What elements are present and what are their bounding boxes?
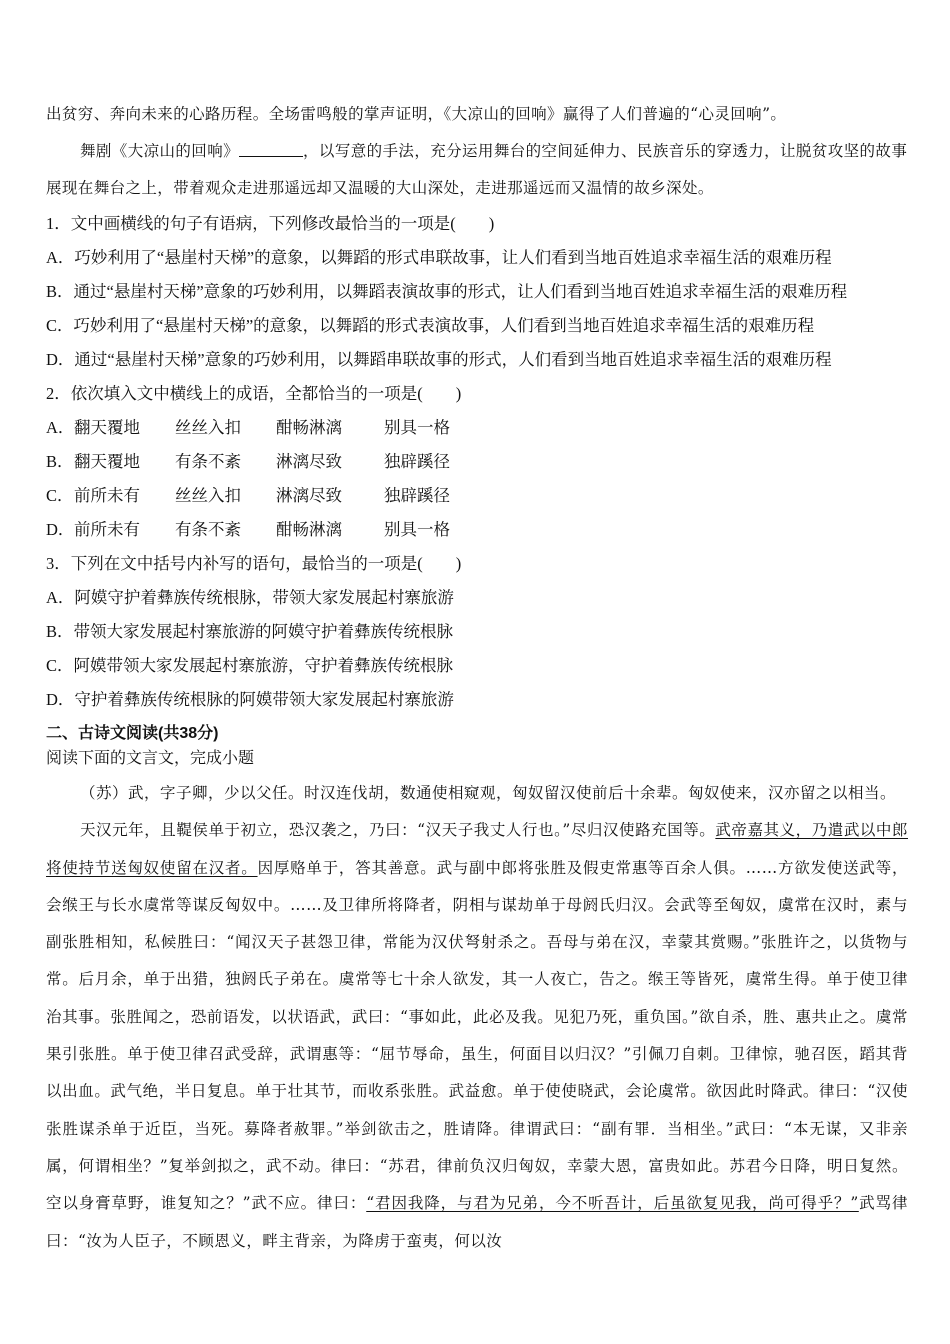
question-2-option-a [46, 411, 908, 445]
option-label: C． [46, 486, 74, 505]
option-word: 酣畅淋漓 [276, 520, 342, 539]
option-label: A． [46, 418, 75, 437]
question-2 [46, 377, 908, 547]
passage-text: 武骂律曰：“汝为人臣子，不顾恩义，畔主背亲，为降虏于蛮夷，何以汝 [46, 1194, 908, 1250]
option-word: 有条不紊 [175, 452, 241, 471]
passage-text: 因厚赂单于，答其善意。武与副中郎将张胜及假吏常惠等百余人俱。……方欲发使送武等，会缑王与长水虞常等谋反匈奴中。……及卫律所将降者，阴相与谋劫单于母阏氏归汉。会武等至匈奴，虞常在汉时，素与副张胜相知，私候胜曰：“闻汉天子甚怨卫律，常能为汉伏弩射杀之。吾母与弟在汉，幸蒙其赏赐。”张胜许之，以货物与常。后月余，单于出猎，独阏氏子弟在。虞常等七十余人欲发，其一人夜亡，告之。缑王等皆死，虞常生得。单于使卫律治其事。张胜闻之，恐前语发，以状语武，武曰：“事如此，此必及我。见犯乃死，重负国。”欲自杀，胜、惠共止之。虞常果引张胜。单于使卫律召武受辞，武谓惠等：“屈节辱命，虽生，何面目以归汉？”引佩刀自刺。卫律惊，驰召医，蹈其背以出血。武气绝，半日复息。单于壮其节，而收系张胜。武益愈。单于使使晓武，会论虞常。欲因此时降武。律曰：“汉使张胜谋杀单于近臣，当死。募降者赦罪。”举剑欲击之，胜请降。律谓武曰：“副有罪．当相坐。”武曰：“本无谋，又非亲属，何谓相坐？”复举剑拟之，武不动。律曰：“苏君，律前负汉归匈奴，幸蒙大恩，富贵如此。苏君今日降，明日复然。空以身膏草野，谁复知之？”武不应。律曰： [46, 858, 908, 1213]
question-1-option-c: C．巧妙利用了“悬崖村天梯”的意象，以舞蹈的形式表演故事，人们看到当地百姓追求幸福生活的艰难历程 [46, 316, 815, 335]
question-2-option-d [46, 513, 908, 547]
intro-paragraph [46, 133, 908, 207]
question-1 [46, 207, 908, 377]
option-word: 翻天覆地 [74, 452, 140, 471]
option-word: 翻天覆地 [74, 418, 140, 437]
passage-paragraph-2 [46, 812, 908, 1260]
option-word: 别具一格 [384, 418, 450, 437]
question-3-option-a: A．阿嫫守护着彝族传统根脉，带领大家发展起村寨旅游 [46, 588, 454, 607]
option-word: 前所未有 [74, 520, 140, 539]
question-1-option-d: D．通过“悬崖村天梯”意象的巧妙利用，以舞蹈串联故事的形式，人们看到当地百姓追求幸福生活的艰难历程 [46, 350, 832, 369]
question-2-option-b [46, 445, 908, 479]
option-word: 丝丝入扣 [175, 486, 241, 505]
intro-paragraph-rest: ，以写意的手法，充分运用舞台的空间延伸力、民族音乐的穿透力，让脱贫攻坚的故事展现在舞台之上，带着观众走进那遥远却又温暖的大山深处，走进那遥远而又温情的故乡深处。 [46, 142, 908, 197]
question-1-option-b: B．通过“悬崖村天梯”意象的巧妙利用，以舞蹈表演故事的形式，让人们看到当地百姓追求幸福生活的艰难历程 [46, 282, 848, 301]
option-word: 淋漓尽致 [276, 486, 342, 505]
option-word: 淋漓尽致 [276, 452, 342, 471]
intro-line: 出贫穷、奔向未来的心路历程。全场雷鸣般的掌声证明，《大凉山的回响》赢得了人们普遍的“心灵回响”。 [46, 105, 787, 123]
passage-paragraph-1: （苏）武，字子卿，少以父任。时汉连伐胡，数通使相窥观，匈奴留汉使前后十余辈。匈奴使来，汉亦留之以相当。 [80, 784, 897, 802]
section-instruction: 阅读下面的文言文，完成小题 [46, 750, 255, 767]
intro-paragraph-start: 舞剧《大凉山的回响》 [80, 142, 240, 160]
question-2-stem: 2．依次填入文中横线上的成语，全都恰当的一项是( ) [46, 384, 462, 403]
question-3 [46, 547, 908, 717]
question-3-option-d: D．守护着彝族传统根脉的阿嫫带领大家发展起村寨旅游 [46, 690, 454, 709]
document-page [46, 96, 908, 1260]
passage-text: 天汉元年，且鞮侯单于初立，恐汉袭之，乃曰：“汉天子我丈人行也。”尽归汉使路充国等。 [80, 821, 716, 840]
option-word: 丝丝入扣 [175, 418, 241, 437]
fill-blank [239, 142, 303, 157]
option-word: 有条不紊 [175, 520, 241, 539]
option-word: 前所未有 [74, 486, 140, 505]
underlined-sentence-2: “君因我降，与君为兄弟，今不听吾计，后虽欲复见我，尚可得乎？” [366, 1194, 859, 1213]
section-heading: 二、古诗文阅读(共38分) [46, 725, 219, 742]
question-2-option-c [46, 479, 908, 513]
underlined-sentence-1: 武帝嘉其义，乃遣武以中郎将使持节送匈奴使留在汉者。 [46, 821, 908, 877]
question-3-stem: 3．下列在文中括号内补写的语句，最恰当的一项是( ) [46, 554, 462, 573]
option-label: B． [46, 452, 74, 471]
option-word: 独辟蹊径 [384, 452, 450, 471]
option-label: D． [46, 520, 75, 539]
option-word: 独辟蹊径 [384, 486, 450, 505]
classical-passage [46, 775, 908, 1260]
question-3-option-b: B．带领大家发展起村寨旅游的阿嫫守护着彝族传统根脉 [46, 622, 454, 641]
option-word: 别具一格 [384, 520, 450, 539]
question-1-option-a: A．巧妙利用了“悬崖村天梯”的意象，以舞蹈的形式串联故事，让人们看到当地百姓追求幸福生活的艰难历程 [46, 248, 832, 267]
question-3-option-c: C．阿嫫带领大家发展起村寨旅游，守护着彝族传统根脉 [46, 656, 454, 675]
question-1-stem: 1．文中画横线的句子有语病，下列修改最恰当的一项是( ) [46, 214, 495, 233]
option-word: 酣畅淋漓 [276, 418, 342, 437]
